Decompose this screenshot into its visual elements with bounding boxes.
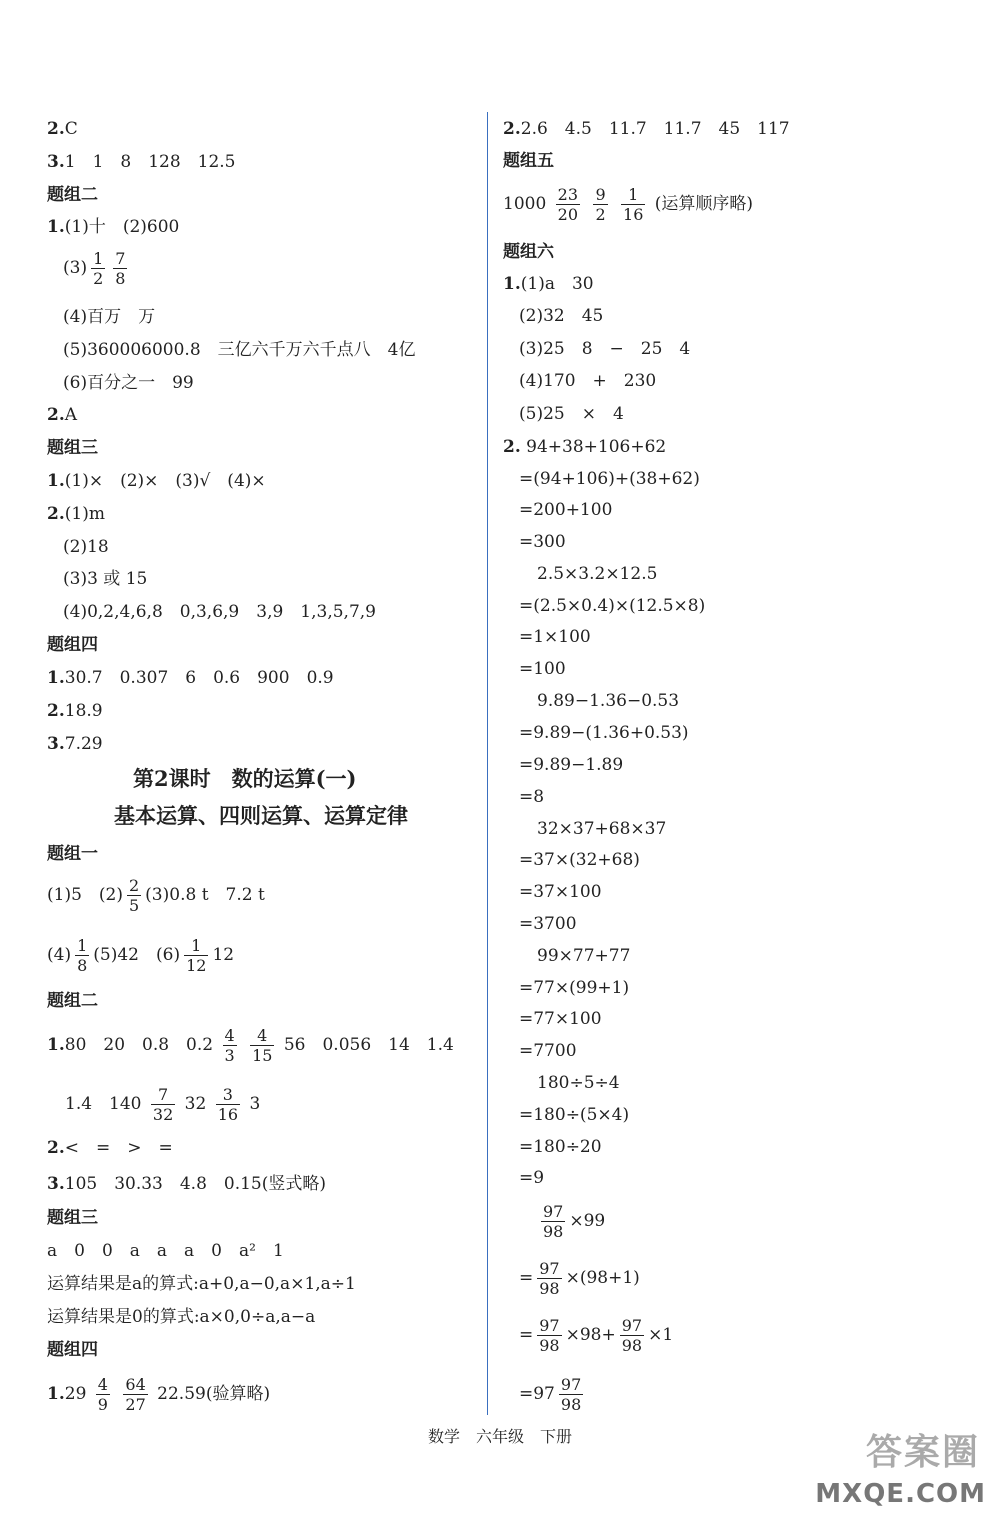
answer-line: 32×37+68×37 [537, 819, 667, 839]
section-heading: 题组四 [47, 1340, 98, 1360]
answer-line: (3)25 8 − 25 4 [519, 339, 691, 359]
answer-text: (1)× (2)× (3)√ (4)× [64, 471, 266, 491]
fraction: $\frac{97}{98}$ [539, 1259, 560, 1298]
fraction: $\frac{1}{2}$ [93, 249, 104, 288]
answer-line [503, 436, 666, 458]
answer-line: (1)5 (2) $\frac{2}{5}$ (3)0.8 t 7.2 t [47, 876, 265, 915]
fraction: $\frac{1}{16}$ [623, 185, 644, 224]
answer-line [47, 216, 179, 238]
answer-line: =9.89−(1.36+0.53) [519, 723, 689, 743]
answer-text: 7.29 [64, 734, 103, 754]
equation-line: = $\frac{97}{98}$ ×(98+1) [519, 1259, 640, 1298]
question-number: 2. [503, 437, 521, 457]
fraction: $\frac{1}{8}$ [77, 936, 88, 975]
section-heading: 题组三 [47, 1208, 98, 1228]
answer-line: (4)0,2,4,6,8 0,3,6,9 3,9 1,3,5,7,9 [63, 602, 376, 622]
answer-line: (3) $\frac{1}{2}$ $\frac{7}{8}$ [63, 249, 126, 288]
answer-line: =37×(32+68) [519, 850, 640, 870]
question-number: 1. [47, 471, 65, 491]
answer-text: (1)a 30 [520, 274, 594, 294]
lesson-title: 第2课时 数的运算(一) [133, 766, 357, 791]
column-divider [487, 112, 488, 1415]
answer-line [47, 503, 105, 525]
question-number: 2. [47, 405, 65, 425]
answer-line: =(2.5×0.4)×(12.5×8) [519, 596, 706, 616]
fraction: $\frac{4}{9}$ [97, 1375, 108, 1414]
answer-text: 2.6 4.5 11.7 11.7 45 117 [520, 119, 790, 139]
fraction: $\frac{97}{98}$ [539, 1316, 560, 1355]
answer-line [47, 733, 103, 755]
answer-line: 运算结果是a的算式:a+0,a−0,a×1,a÷1 [47, 1274, 356, 1294]
fraction: $\frac{9}{2}$ [595, 185, 606, 224]
answer-line: =37×100 [519, 882, 602, 902]
answer-text: A [64, 405, 78, 425]
fraction: $\frac{97}{98}$ [560, 1375, 582, 1414]
answer-text: 94+38+106+62 [520, 437, 667, 457]
answer-line: 1.4 140 $\frac{7}{32}$ 32 $\frac{3}{16}$ 3 [65, 1085, 261, 1124]
fraction: $\frac{7}{8}$ [115, 249, 126, 288]
answer-line: =(94+106)+(38+62) [519, 469, 700, 489]
answer-line: =180÷(5×4) [519, 1105, 630, 1125]
question-number: 1. [47, 217, 65, 237]
question-number: 2. [503, 119, 521, 139]
answer-line [47, 470, 266, 492]
answer-line: =9.89−1.89 [519, 755, 624, 775]
answer-line: (4) $\frac{1}{8}$ (5)42 (6) $\frac{1}{12}$ 12 [47, 936, 235, 975]
question-number: 2. [47, 701, 65, 721]
question-number: 2. [47, 504, 65, 524]
answer-line: =100 [519, 659, 566, 679]
equation-line: $\frac{97}{98}$ ×99 [543, 1202, 606, 1241]
question-number: 1. [47, 668, 65, 688]
answer-line: (4)百万 万 [63, 307, 156, 327]
answer-line: 180÷5÷4 [537, 1073, 620, 1093]
answer-line: (5)25 × 4 [519, 404, 624, 424]
fraction: $\frac{97}{98}$ [621, 1316, 643, 1355]
answer-line: =1×100 [519, 627, 591, 647]
answer-line: =77×(99+1) [519, 978, 630, 998]
fraction: $\frac{4}{15}$ [252, 1026, 273, 1065]
fraction: $\frac{7}{32}$ [152, 1085, 174, 1124]
answer-line: (4)170 + 230 [519, 371, 657, 391]
answer-line: =200+100 [519, 500, 613, 520]
answer-line [47, 667, 334, 689]
answer-line: =7700 [519, 1041, 577, 1061]
question-number: 2. [47, 1138, 65, 1158]
fraction: $\frac{2}{5}$ [128, 876, 140, 915]
answer-line: 9.89−1.36−0.53 [537, 691, 680, 711]
section-heading: 题组三 [47, 438, 98, 458]
section-heading: 题组二 [47, 185, 98, 205]
answer-line: (6)百分之一 99 [63, 373, 194, 393]
answer-line [47, 151, 236, 173]
section-heading: 题组一 [47, 844, 98, 864]
page-footer: 数学 六年级 下册 [427, 1427, 572, 1446]
answer-line: =300 [519, 532, 566, 552]
answer-line: =180÷20 [519, 1137, 602, 1157]
answer-text: 1 1 8 128 12.5 [64, 152, 236, 172]
answer-line: a 0 0 a a a 0 a² 1 [47, 1241, 284, 1261]
answer-text: C [64, 119, 78, 139]
answer-line: 99×77+77 [537, 946, 631, 966]
equation-line: = $\frac{97}{98}$ ×98+ $\frac{97}{98}$ ×1 [519, 1316, 674, 1355]
answer-line [47, 700, 103, 722]
answer-line: 运算结果是0的算式:a×0,0÷a,a−a [47, 1307, 316, 1327]
equation-line: =97 $\frac{97}{98}$ [519, 1375, 582, 1414]
answer-text: (1)十 (2)600 [64, 217, 180, 237]
question-number: 3. [47, 734, 65, 754]
answer-line: =3700 [519, 914, 577, 934]
watermark-site: MXQE.COM [815, 1479, 986, 1509]
answer-text: 18.9 [64, 701, 103, 721]
answer-line [47, 1137, 173, 1159]
fraction: $\frac{4}{3}$ [224, 1026, 235, 1065]
answer-text: < = > = [64, 1138, 173, 1158]
fraction: $\frac{23}{20}$ [557, 185, 579, 224]
fraction: $\frac{3}{16}$ [217, 1085, 239, 1124]
section-heading: 题组二 [47, 991, 98, 1011]
answer-line: (2)32 45 [519, 306, 604, 326]
question-number: 1. [503, 274, 521, 294]
answer-text: 30.7 0.307 6 0.6 900 0.9 [64, 668, 334, 688]
answer-line [503, 273, 594, 295]
answer-line: (2)18 [63, 537, 109, 557]
answer-line: (3)3 或 15 [63, 569, 148, 589]
answer-line: 1.29 $\frac{4}{9}$ $\frac{64}{27}$ 22.59(验算略) [47, 1375, 271, 1414]
answer-line: =9 [519, 1168, 545, 1188]
answer-line: (5)360006000.8 三亿六千万六千点八 4亿 [63, 340, 416, 360]
answer-text: (1)m [64, 504, 105, 524]
section-heading: 题组五 [503, 151, 554, 171]
section-heading: 题组四 [47, 635, 98, 655]
answer-line: 2.5×3.2×12.5 [537, 564, 658, 584]
fraction: $\frac{97}{98}$ [543, 1202, 564, 1241]
question-number: 2. [47, 119, 65, 139]
answer-line [47, 118, 78, 140]
section-heading: 题组六 [503, 242, 554, 262]
fraction: $\frac{1}{12}$ [186, 936, 207, 975]
answer-line [503, 118, 790, 140]
answer-line [47, 1173, 326, 1195]
answer-text: 105 30.33 4.8 0.15(竖式略) [64, 1174, 327, 1194]
lesson-subtitle: 基本运算、四则运算、运算定律 [114, 803, 408, 828]
answer-line: 1.80 20 0.8 0.2 $\frac{4}{3}$ $\frac{4}{15}$ 56 0.056 14 1.4 [47, 1026, 454, 1065]
answer-line: =8 [519, 787, 545, 807]
question-number: 3. [47, 1174, 65, 1194]
answer-line: =77×100 [519, 1009, 602, 1029]
answer-line [47, 404, 77, 426]
answer-line: 1000 $\frac{23}{20}$ $\frac{9}{2}$ $\frac{1}{16}$ (运算顺序略) [503, 185, 754, 224]
fraction: $\frac{64}{27}$ [125, 1375, 146, 1414]
watermark-logo: 答案圈 [865, 1432, 980, 1473]
question-number: 3. [47, 152, 65, 172]
